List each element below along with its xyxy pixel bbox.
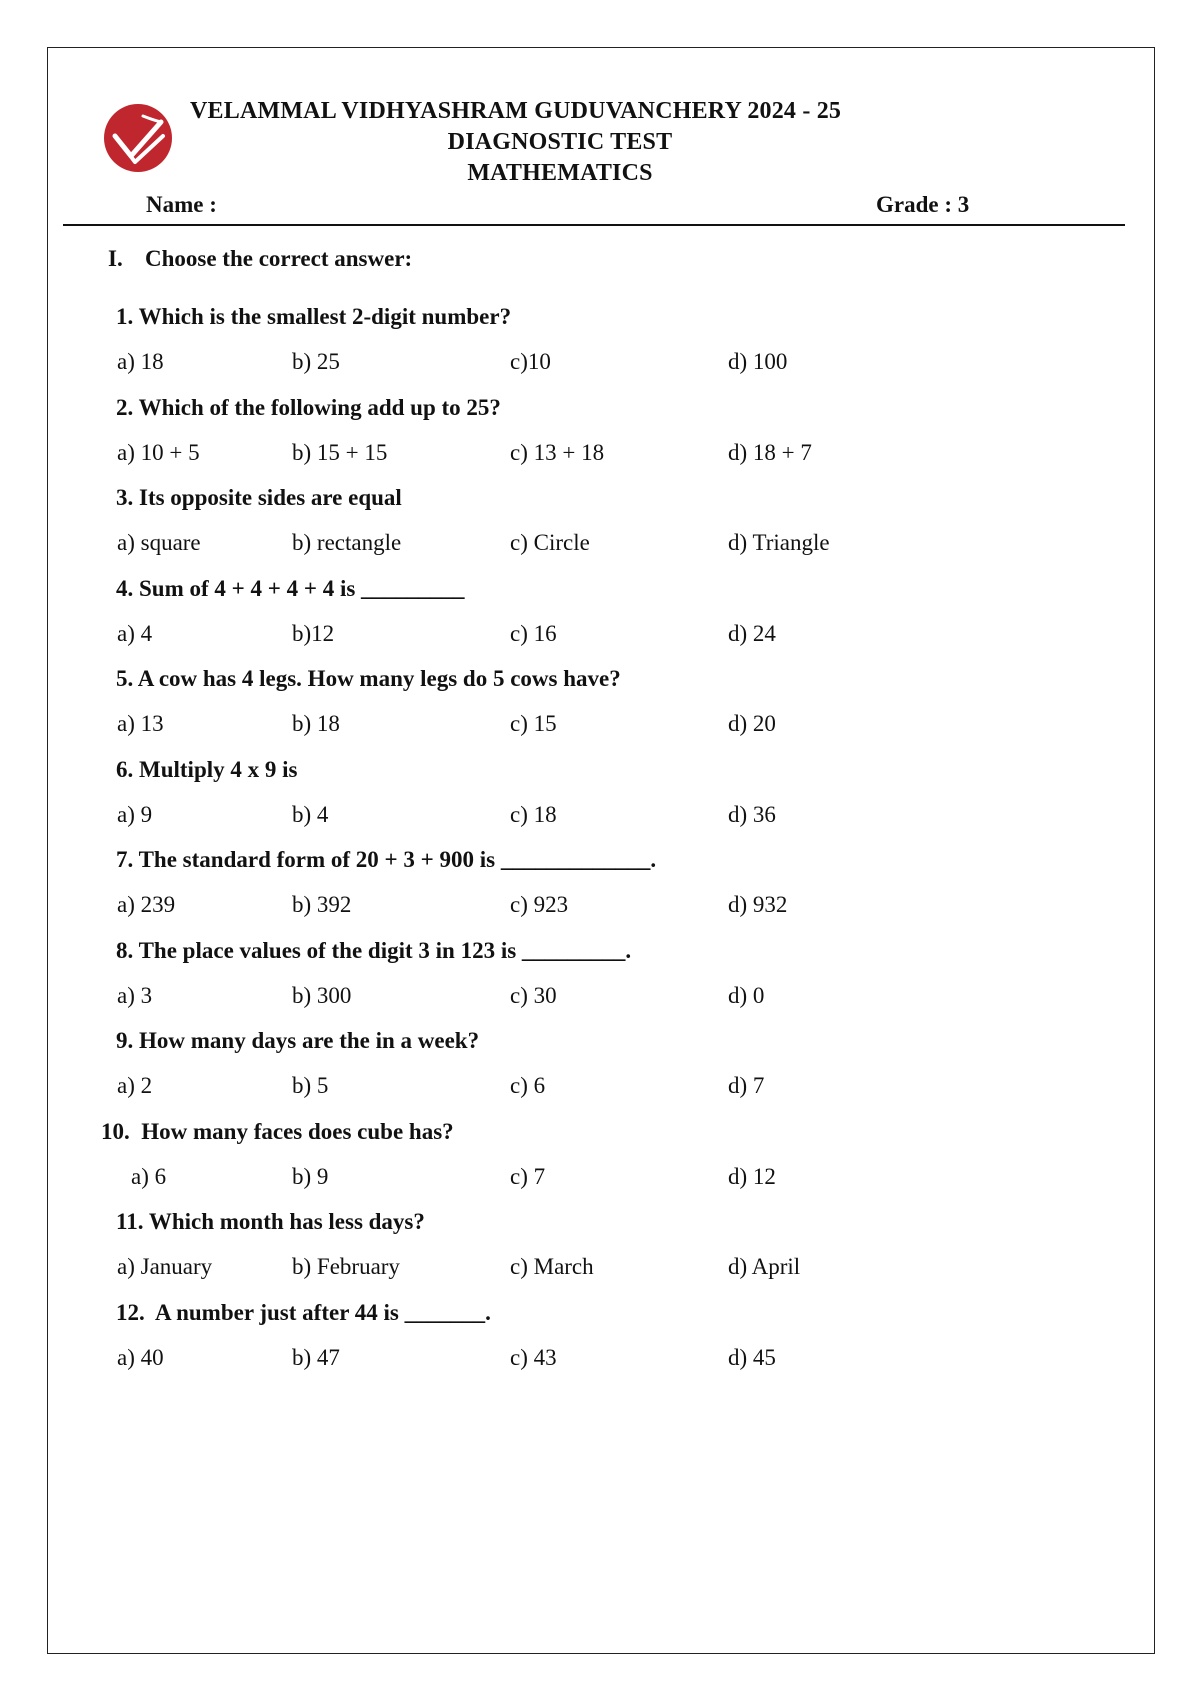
answer-option: b) 18	[292, 711, 340, 736]
question-text: 1. Which is the smallest 2-digit number?	[116, 304, 512, 329]
answer-option: d) 20	[728, 711, 776, 736]
answer-option: c) 15	[510, 711, 557, 736]
section-title: Choose the correct answer:	[145, 246, 413, 271]
answer-option: a) 13	[117, 711, 164, 736]
answer-option: c) 13 + 18	[510, 439, 605, 465]
answer-option: d) 0	[728, 982, 765, 1008]
answer-option: d) 24	[728, 620, 776, 646]
answer-option: c) 6	[510, 1073, 546, 1098]
answer-option: c)10	[510, 349, 551, 374]
answer-option: d) 45	[728, 1344, 776, 1370]
question-text: 12. A number just after 44 is _______.	[116, 1299, 491, 1325]
answer-option: d) 36	[728, 801, 776, 827]
answer-option: b) 47	[292, 1344, 340, 1370]
answer-option: b) rectangle	[292, 530, 402, 555]
answer-option: a) 18	[117, 349, 164, 374]
answer-option: c) 923	[510, 892, 569, 917]
answer-option: a) 9	[117, 801, 153, 827]
answer-option: a) 2	[117, 1073, 153, 1098]
section-number: I.	[108, 246, 123, 271]
answer-option: a) 4	[117, 620, 153, 646]
answer-option: c) 43	[510, 1344, 557, 1370]
answer-option: c) 18	[510, 801, 557, 827]
answer-option: b) 4	[292, 801, 329, 827]
answer-option: a) 3	[117, 982, 153, 1008]
section-heading	[108, 246, 412, 272]
question-text: 2. Which of the following add up to 25?	[116, 394, 501, 420]
question-text: 8. The place values of the digit 3 in 123 is _________.	[116, 937, 632, 963]
answer-option: d) Triangle	[728, 530, 830, 555]
answer-option: b) 25	[292, 349, 340, 374]
answer-option: a) 239	[117, 892, 176, 917]
answer-option: b) 300	[292, 982, 352, 1008]
answer-option: a) square	[117, 530, 201, 555]
answer-option: b) February	[292, 1254, 400, 1279]
answer-option: c) 30	[510, 982, 557, 1008]
school-name: VELAMMAL VIDHYASHRAM GUDUVANCHERY 2024 - 25	[190, 98, 842, 124]
question-text: 3. Its opposite sides are equal	[116, 485, 402, 510]
answer-option: c) Circle	[510, 530, 590, 555]
answer-option: d) 932	[728, 892, 788, 917]
answer-option: a) 10 + 5	[117, 439, 200, 465]
question-text: 10. How many faces does cube has?	[101, 1118, 454, 1144]
answer-option: a) 40	[117, 1344, 164, 1370]
answer-option: c) March	[510, 1254, 594, 1279]
header-divider	[63, 224, 1125, 226]
answer-option: a) January	[117, 1254, 213, 1279]
test-title: DIAGNOSTIC TEST	[447, 129, 673, 155]
answer-option: c) 16	[510, 620, 557, 646]
answer-option: b)12	[292, 620, 335, 646]
question-text: 9. How many days are the in a week?	[116, 1028, 480, 1053]
answer-option: b) 392	[292, 892, 352, 917]
name-field-label: Name :	[146, 192, 217, 217]
question-text: 6. Multiply 4 x 9 is	[116, 756, 298, 782]
question-text: 11. Which month has less days?	[116, 1209, 425, 1234]
answer-option: c) 7	[510, 1163, 546, 1189]
answer-option: d) 7	[728, 1073, 765, 1098]
answer-option: d) 18 + 7	[728, 439, 812, 465]
answer-option: b) 9	[292, 1163, 329, 1189]
answer-option: b) 5	[292, 1073, 329, 1098]
answer-option: d) April	[728, 1254, 801, 1279]
question-text: 5. A cow has 4 legs. How many legs do 5 cows have?	[116, 666, 621, 691]
grade-label: Grade : 3	[876, 192, 970, 217]
answer-option: a) 6	[131, 1163, 167, 1189]
question-text: 7. The standard form of 20 + 3 + 900 is _____________.	[116, 847, 657, 872]
question-text: 4. Sum of 4 + 4 + 4 + 4 is _________	[116, 575, 465, 601]
answer-option: d) 100	[728, 349, 788, 374]
subject-title: MATHEMATICS	[467, 160, 653, 186]
answer-option: d) 12	[728, 1163, 776, 1189]
answer-option: b) 15 + 15	[292, 439, 388, 465]
